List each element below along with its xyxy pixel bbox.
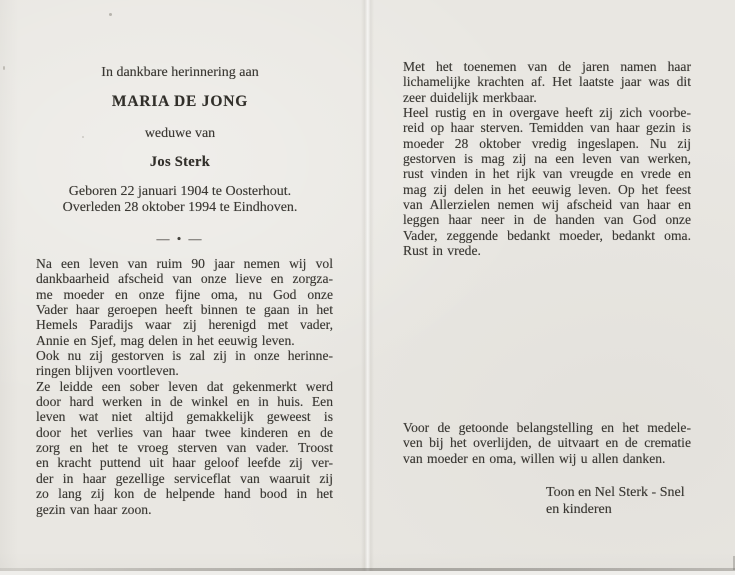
body-line: door hard werken in de winkel en in huis. Een: [36, 394, 333, 410]
body-line: me moeder en onze fijne oma, nu God onze: [36, 286, 333, 302]
body-line: reid op haar sterven. Temidden van haar gezin is: [403, 120, 691, 136]
acknowledgement-line: ven bij het overlijden, de uitvaart en de crematie: [403, 435, 691, 451]
body-line: Annie en Sjef, mag delen in het eeuwig leven.: [36, 332, 295, 348]
body-line: Ook nu zij gestorven is zal zij in onze herinne-: [36, 348, 333, 364]
paper-speck: [3, 66, 5, 70]
birth-line: Geboren 22 januari 1904 te Oosterhout.: [68, 184, 292, 199]
body-line: zo lang zij kon de helpende hand bood in het: [36, 486, 333, 502]
body-line: leven wat niet altijd gemakkelijk geweest is: [36, 409, 333, 425]
acknowledgement-line: Voor de getoonde belangstelling en het medele-: [403, 420, 691, 435]
page-fold: [361, 0, 374, 575]
signature-block: [546, 484, 685, 518]
body-line: en kracht puttend uit haar geloof leefde zij ver-: [36, 455, 333, 471]
intro-line: In dankbare herinnering aan: [101, 65, 259, 80]
deceased-name: MARIA DE JONG: [111, 93, 249, 110]
body-line: Hemels Paradijs waar zij herenigd met vader,: [36, 317, 333, 333]
body-line: Met het toenemen van de jaren namen haar: [403, 59, 691, 74]
body-line: lichamelijke krachten af. Het laatste jaar was dit: [403, 74, 691, 90]
paper-speck: [82, 136, 84, 138]
body-line: Heel rustig en in overgave heeft zij zich voorbe-: [403, 105, 691, 121]
ornament-divider: — • —: [156, 231, 204, 246]
acknowledgement-text: [403, 420, 691, 466]
body-line: Vader, zeggende bedankt moeder, bedankt oma.: [403, 227, 691, 243]
body-line: mag zij delen in het eeuwig leven. Op het feest: [403, 181, 691, 197]
signature-children: en kinderen: [546, 502, 612, 517]
body-line: zeer duidelijk merkbaar.: [403, 89, 537, 105]
body-line: Vader haar geroepen heeft binnen te gaan in het: [36, 302, 333, 318]
paper-speck: [109, 13, 112, 16]
body-line: der in haar gezellige serviceflat van waaruit zij: [36, 470, 333, 486]
body-line: gestorven is mag zij na een leven van werken,: [403, 151, 691, 167]
body-line: rust vinden in het rijk van vreugde en vrede en: [403, 166, 691, 182]
body-line: Rust in vrede.: [403, 243, 481, 259]
body-line: gezin van haar zoon.: [36, 501, 152, 517]
relation-line: weduwe van: [144, 126, 216, 141]
signature-name: Toon en Nel Sterk - Snel: [546, 485, 685, 500]
left-body-text: [36, 256, 333, 517]
spouse-name: Jos Sterk: [149, 154, 211, 170]
death-line: Overleden 28 oktober 1994 te Eindhoven.: [62, 200, 298, 215]
body-line: leggen haar neer in de handen van God onze: [403, 212, 691, 228]
body-line: zorg en het te vroeg sterven van vader. Troost: [36, 440, 333, 456]
right-body-text: [403, 59, 691, 258]
acknowledgement-line: van moeder en oma, willen wij u allen danken.: [403, 450, 666, 466]
body-line: door het verlies van haar twee kinderen en de: [36, 424, 333, 440]
body-line: ringen blijven voortleven.: [36, 363, 179, 379]
body-line: Na een leven van ruim 90 jaar nemen wij vol: [36, 256, 333, 271]
body-line: moeder 28 oktober vredig ingeslapen. Nu zij: [403, 135, 691, 151]
body-line: Ze leidde een sober leven dat gekenmerkt werd: [36, 378, 333, 394]
scanner-edge-light: [0, 571, 735, 575]
body-line: van Allerzielen nemen wij afscheid van haar en: [403, 197, 691, 213]
body-line: dankbaarheid afscheid van onze lieve en zorgza-: [36, 271, 333, 287]
